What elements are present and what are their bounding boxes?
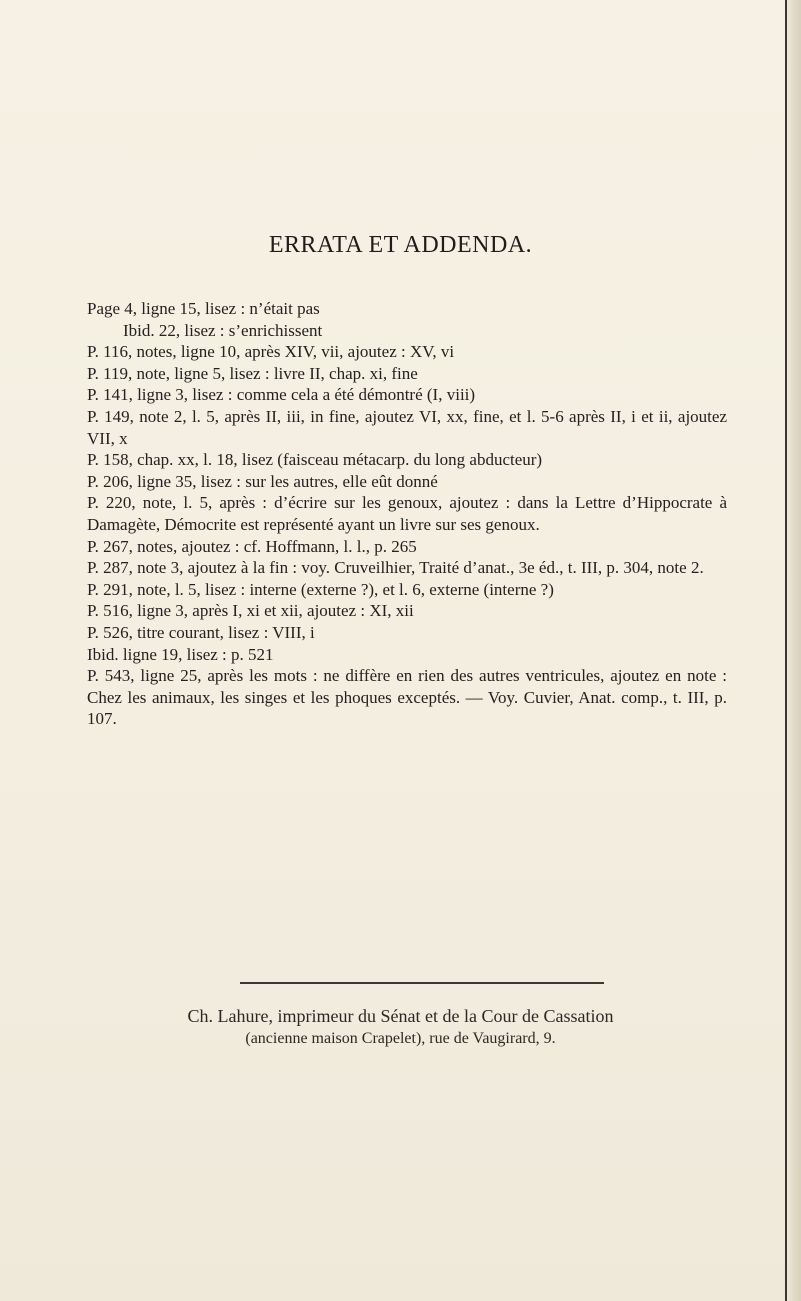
errata-entry: P. 543, ligne 25, après les mots : ne diffère en rien des autres ventricules, ajoutez en note : Chez les animaux, les singes et les phoques exceptés. — Voy. Cuvier, Anat. comp., t. III, p. 107. <box>87 666 727 729</box>
errata-entry: P. 206, ligne 35, lisez : sur les autres, elle eût donné <box>87 471 438 491</box>
errata-entry: Ibid. ligne 19, lisez : p. 521 <box>87 644 274 664</box>
page-title: ERRATA ET ADDENDA. <box>268 232 533 258</box>
errata-entry: P. 116, notes, ligne 10, après XIV, vii, ajoutez : XV, vi <box>87 342 455 362</box>
errata-entry: P. 119, note, ligne 5, lisez : livre II, chap. xi, fine <box>87 363 418 383</box>
errata-entry: P. 287, note 3, ajoutez à la fin : voy. Cruveilhier, Traité d’anat., 3e éd., t. III, p. 304, note 2. <box>87 558 704 578</box>
errata-entry: P. 526, titre courant, lisez : VIII, i <box>87 622 315 642</box>
errata-entry: P. 516, ligne 3, après I, xi et xii, ajoutez : XI, xii <box>87 601 414 621</box>
errata-entry: Ibid. 22, lisez : s’enrichissent <box>123 320 323 340</box>
printer-name: Ch. Lahure, imprimeur du Sénat et de la Cour de Cassation <box>187 1006 614 1026</box>
errata-entry: P. 291, note, l. 5, lisez : interne (externe ?), et l. 6, externe (interne ?) <box>87 579 554 599</box>
errata-list <box>87 298 727 730</box>
page-edge <box>785 0 801 1301</box>
errata-entry: P. 220, note, l. 5, après : d’écrire sur les genoux, ajoutez : dans la Lettre d’Hippocrate à Damagète, Démocrite est représenté ayant un livre sur ses genoux. <box>87 493 727 534</box>
errata-entry: P. 141, ligne 3, lisez : comme cela a été démontré (I, viii) <box>87 385 476 405</box>
errata-entry: Page 4, ligne 15, lisez : n’était pas <box>87 299 320 318</box>
errata-entry: P. 149, note 2, l. 5, après II, iii, in fine, ajoutez VI, xx, fine, et l. 5-6 après II, i et ii, ajoutez VII, x <box>87 406 727 448</box>
errata-entry: P. 158, chap. xx, l. 18, lisez (faisceau métacarp. du long abducteur) <box>87 450 543 470</box>
errata-entry: P. 267, notes, ajoutez : cf. Hoffmann, l. l., p. 265 <box>87 536 417 556</box>
printer-address: (ancienne maison Crapelet), rue de Vaugirard, 9. <box>245 1030 556 1047</box>
divider-rule <box>240 982 604 984</box>
